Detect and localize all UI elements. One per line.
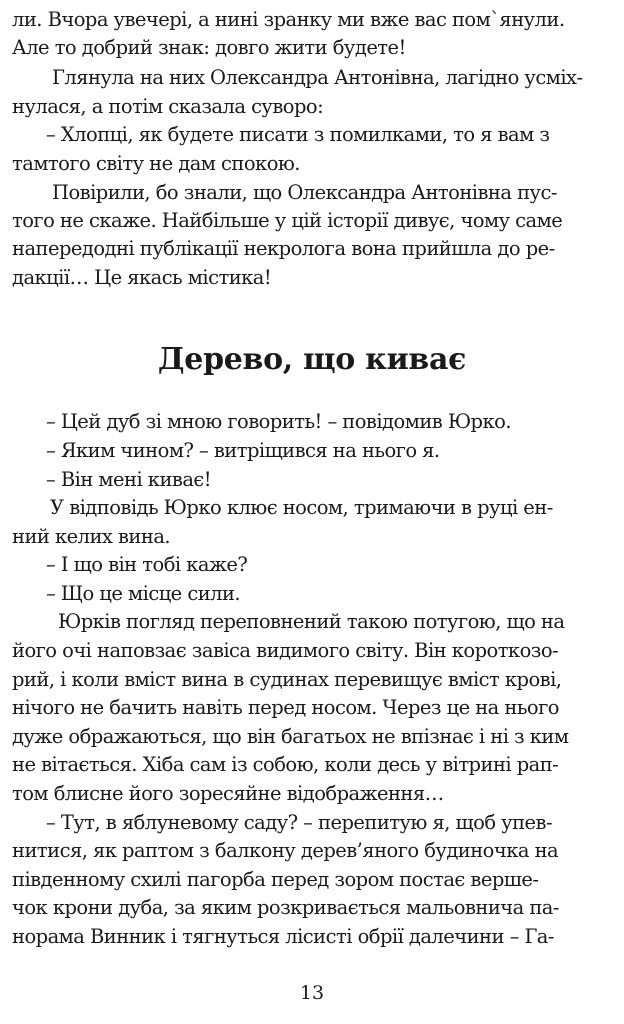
text-line: рий, і коли вміст вина в судинах перевищує вміст крові, (12, 668, 562, 691)
text-line: У відповідь Юрко клює носом, тримаючи в руці ен- (50, 496, 553, 519)
text-line: – Тут, в яблуневому саду? – перепитую я, щоб упев- (46, 811, 552, 834)
text-line: дакції… Це якась містика! (12, 266, 272, 289)
text-line: дуже ображаються, що він багатьох не впізнає і ні з ким (12, 725, 569, 748)
text-line: не вітається. Хіба сам із собою, коли десь у вітрині рап- (12, 753, 559, 776)
dialogue-line: – Яким чином? – витріщився на нього я. (46, 439, 440, 462)
text-line: Глянула на них Олександра Антонівна, лагідно усміх- (52, 66, 583, 89)
text-line: нічого не бачить навіть перед носом. Через це на нього (12, 696, 559, 719)
text-line: нулася, а потім сказала суворо: (12, 95, 324, 118)
text-line: південному схилі пагорба перед зором постає верше- (12, 868, 539, 891)
text-line: – Хлопці, як будете писати з помилками, то я вам з (46, 123, 550, 146)
text-line: Повірили, бо знали, що Олександра Антонівна пус- (52, 181, 557, 204)
text-line: його очі наповзає завіса видимого світу. Він короткозо- (12, 639, 559, 662)
text-line: чок крони дуба, за яким розкривається мальовнича па- (12, 896, 559, 919)
dialogue-line: – І що він тобі каже? (46, 553, 248, 576)
dialogue-line: – Цей дуб зі мною говорить! – повідомив Юрко. (46, 410, 511, 433)
dialogue-line: – Що це місце сили. (46, 582, 241, 605)
section-heading: Дерево, що киває (157, 342, 467, 377)
text-line: того не скаже. Найбільше у цій історії дивує, чому саме (12, 209, 563, 232)
text-line: Юрків погляд переповнений такою потугою, що на (58, 610, 565, 633)
text-line: ний келих вина. (12, 525, 171, 548)
text-line: том блисне його зоресяйне відображення… (12, 782, 444, 805)
text-line: ли. Вчора увечері, а нині зранку ми вже вас пом`янули. (12, 8, 565, 31)
page-number: 13 (299, 982, 325, 1004)
text-line: тамтого світу не дам спокою. (12, 152, 300, 175)
text-line: нитися, як раптом з балкону дерев’яного будиночка на (12, 839, 559, 862)
text-line: норама Винник і тягнуться лісисті обрії далечини – Га- (12, 925, 554, 948)
text-line: Але то добрий знак: довго жити будете! (12, 36, 406, 59)
text-line: напередодні публікації некролога вона прийшла до ре- (12, 237, 555, 260)
dialogue-line: – Він мені киває! (46, 468, 212, 491)
